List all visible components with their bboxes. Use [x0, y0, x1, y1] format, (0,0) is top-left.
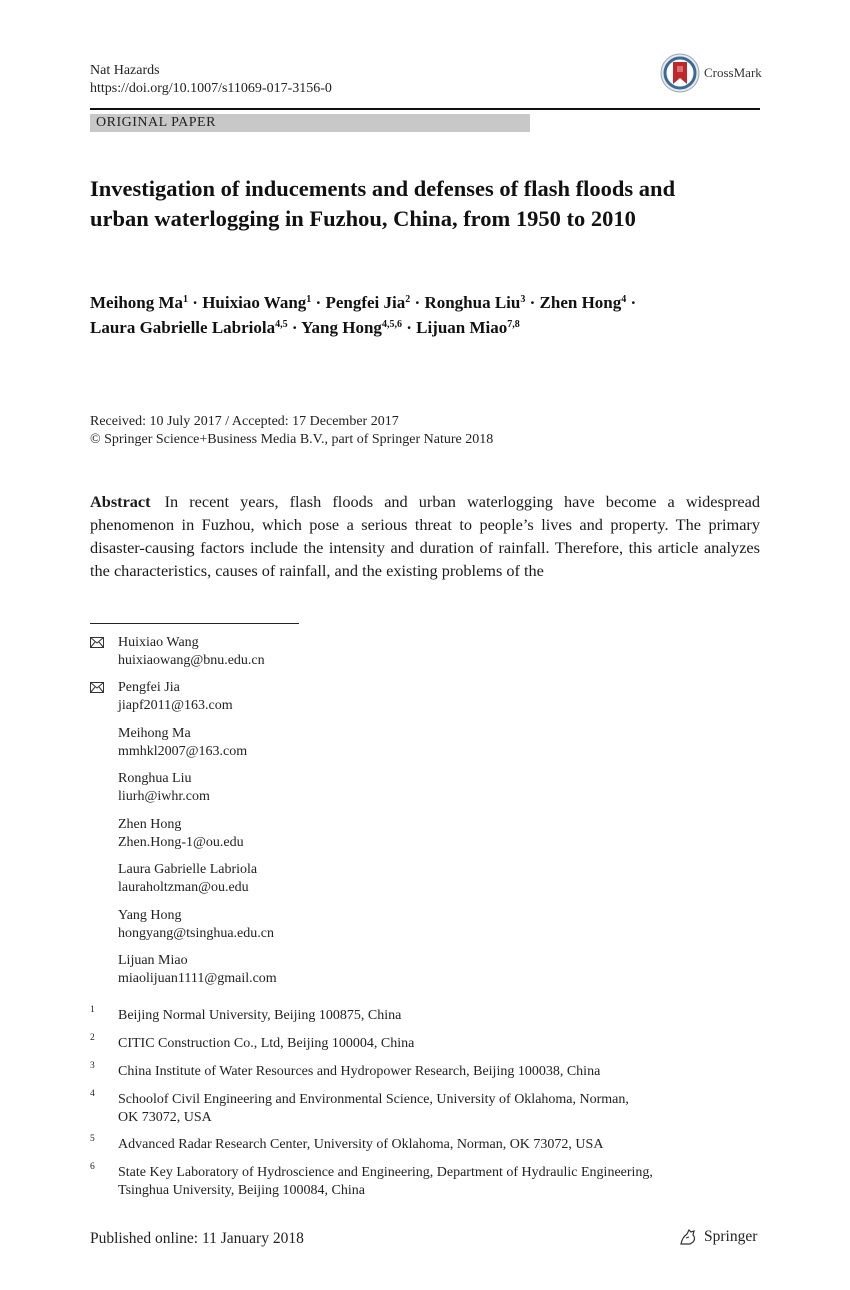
- author-name: Zhen Hong: [539, 293, 622, 312]
- section-label: ORIGINAL PAPER: [90, 114, 530, 132]
- author-affiliation-marker: 1: [306, 294, 312, 305]
- author-name: Laura Gabrielle Labriola: [90, 318, 276, 337]
- crossmark-badge[interactable]: [660, 53, 762, 93]
- author-affiliation-marker: 3: [520, 294, 526, 305]
- affiliation-number: 3: [90, 1061, 95, 1071]
- paper-title: Investigation of inducements and defenses of flash floods and urban waterlogging in Fuzhou, China, from 1950 to 2010: [90, 176, 676, 231]
- contact-name: Ronghua Liu: [118, 771, 192, 786]
- author-name: Ronghua Liu: [424, 293, 521, 312]
- abstract-text: In recent years, flash floods and urban waterlogging have become a widespread phenomenon in Fuzhou, which pose a serious threat to people’s lives and property. The primary disaster-causing factors include the intensity and duration of rainfall. Therefore, this article analyzes the characteristics, causes of rainfall, and the existing problems of the: [90, 492, 760, 580]
- affiliation-number: 6: [90, 1162, 95, 1172]
- author-name: Yang Hong: [301, 318, 382, 337]
- author-separator: ·: [311, 293, 326, 312]
- footnote-rule: [90, 623, 299, 624]
- abstract-label: Abstract: [90, 492, 151, 511]
- author-name: Pengfei Jia: [325, 293, 406, 312]
- published-date: Published online: 11 January 2018: [90, 1230, 304, 1247]
- doi-link[interactable]: https://doi.org/10.1007/s11069-017-3156-0: [90, 81, 332, 96]
- contact-name: Huixiao Wang: [118, 635, 199, 650]
- author-separator: ·: [188, 293, 203, 312]
- abstract: [90, 490, 760, 582]
- author-separator: ·: [287, 318, 302, 337]
- author-affiliation-marker: 2: [405, 294, 411, 305]
- contact-email[interactable]: huixiaowang@bnu.edu.cn: [118, 653, 265, 668]
- springer-label: Springer: [704, 1228, 758, 1245]
- contact-name: Lijuan Miao: [118, 953, 188, 968]
- contact-email[interactable]: hongyang@tsinghua.edu.cn: [118, 926, 274, 941]
- contact-email[interactable]: liurh@iwhr.com: [118, 789, 210, 804]
- author-separator: ·: [410, 293, 425, 312]
- springer-horse-icon: [678, 1228, 698, 1246]
- author-affiliation-marker: 4,5,6: [381, 319, 402, 330]
- received-accepted: Received: 10 July 2017 / Accepted: 17 December 2017: [90, 414, 399, 429]
- author-list: [90, 290, 760, 340]
- affiliation-text: Tsinghua University, Beijing 100084, China: [118, 1183, 365, 1198]
- header-rule: [90, 108, 760, 110]
- affiliation-number: 2: [90, 1033, 95, 1043]
- affiliation-text: China Institute of Water Resources and Hydropower Research, Beijing 100038, China: [118, 1064, 601, 1079]
- affiliation-number: 5: [90, 1134, 95, 1144]
- contact-email[interactable]: lauraholtzman@ou.edu: [118, 880, 249, 895]
- contact-name: Zhen Hong: [118, 817, 182, 832]
- author-affiliation-marker: 1: [183, 294, 189, 305]
- copyright: © Springer Science+Business Media B.V., part of Springer Nature 2018: [90, 432, 494, 447]
- author-name: Meihong Ma: [90, 293, 184, 312]
- contact-name: Laura Gabrielle Labriola: [118, 862, 258, 877]
- author-separator: ·: [525, 293, 540, 312]
- author-affiliation-marker: 7,8: [507, 319, 520, 330]
- affiliation-text: Advanced Radar Research Center, University of Oklahoma, Norman, OK 73072, USA: [118, 1137, 604, 1152]
- contact-email[interactable]: jiapf2011@163.com: [118, 698, 233, 713]
- author-name: Lijuan Miao: [416, 318, 508, 337]
- author-name: Huixiao Wang: [202, 293, 307, 312]
- author-separator: ·: [401, 318, 417, 337]
- contact-name: Yang Hong: [118, 908, 182, 923]
- springer-logo[interactable]: [678, 1228, 757, 1246]
- envelope-icon: [90, 682, 104, 693]
- author-separator: ·: [626, 293, 637, 312]
- affiliation-number: 4: [90, 1089, 95, 1099]
- author-affiliation-marker: 4: [621, 294, 627, 305]
- affiliation-text: State Key Laboratory of Hydroscience and Engineering, Department of Hydraulic Engineering,: [118, 1165, 653, 1180]
- journal-name: Nat Hazards: [90, 63, 160, 78]
- author-affiliation-marker: 4,5: [275, 319, 288, 330]
- affiliation-text: Beijing Normal University, Beijing 100875, China: [118, 1008, 402, 1023]
- affiliation-text: OK 73072, USA: [118, 1110, 212, 1125]
- crossmark-label: CrossMark: [704, 65, 762, 80]
- contact-email[interactable]: mmhkl2007@163.com: [118, 744, 248, 759]
- contact-name: Pengfei Jia: [118, 680, 180, 695]
- affiliation-number: 1: [90, 1005, 95, 1015]
- crossmark-icon: [660, 53, 700, 93]
- contact-name: Meihong Ma: [118, 726, 191, 741]
- affiliation-text: Schoolof Civil Engineering and Environmental Science, University of Oklahoma, Norman,: [118, 1092, 629, 1107]
- article-dates: [90, 413, 493, 449]
- envelope-icon: [90, 637, 104, 648]
- affiliation-text: CITIC Construction Co., Ltd, Beijing 100004, China: [118, 1036, 415, 1051]
- contact-email[interactable]: Zhen.Hong-1@ou.edu: [118, 835, 244, 850]
- contact-email[interactable]: miaolijuan1111@gmail.com: [118, 971, 277, 986]
